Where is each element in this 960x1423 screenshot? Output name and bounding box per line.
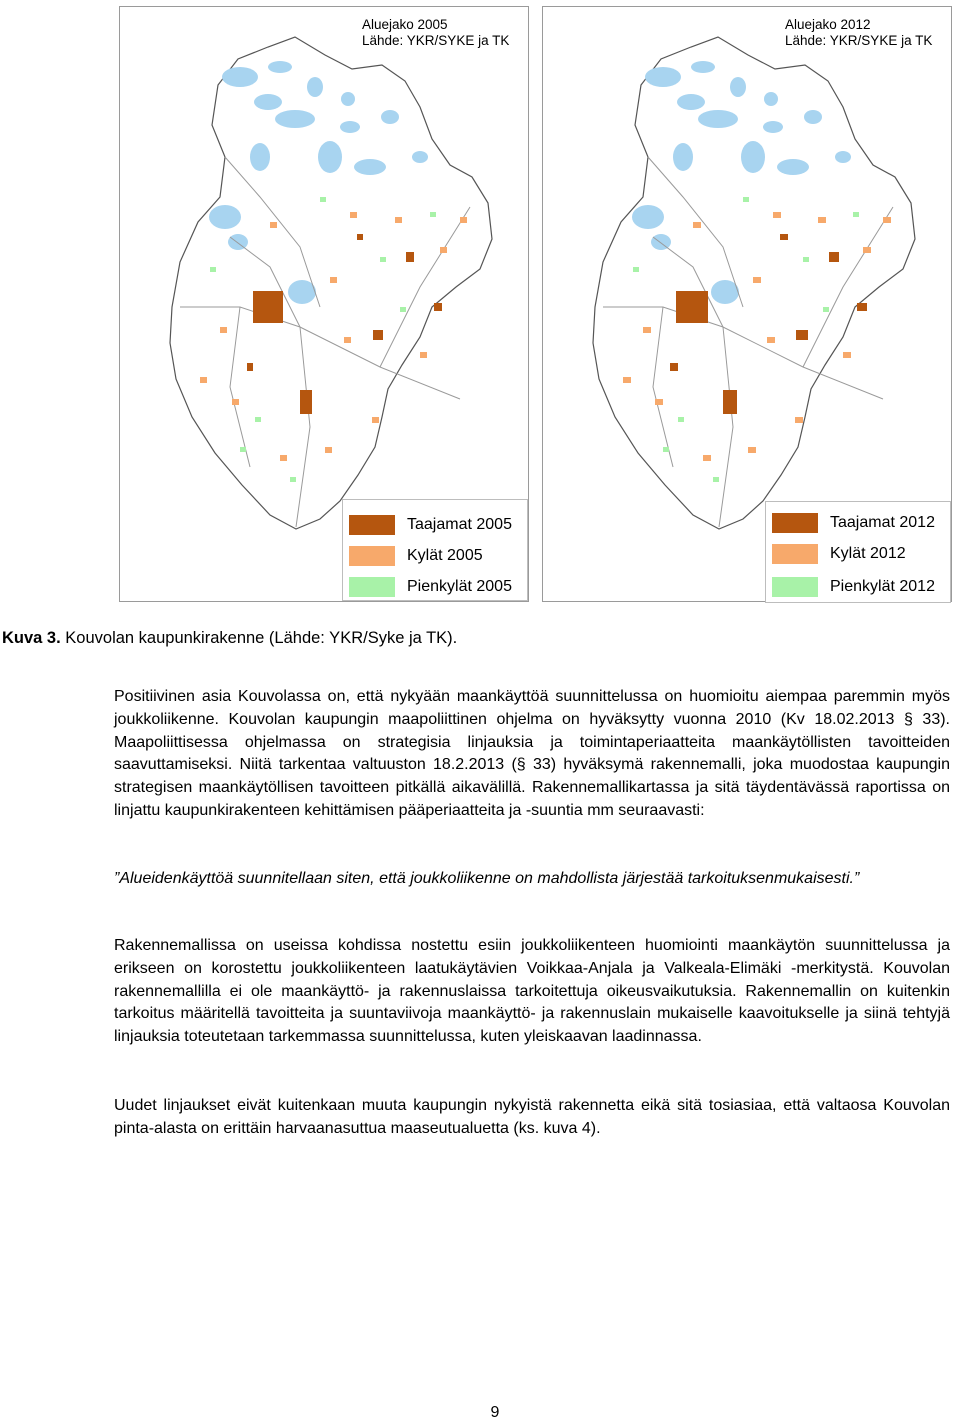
map-lake	[804, 110, 822, 124]
map-taajama	[723, 390, 737, 414]
map-kyla	[270, 222, 277, 228]
map-pienkyla	[803, 257, 809, 262]
map-legend	[342, 499, 528, 601]
map-kyla	[350, 212, 357, 218]
map-lake	[209, 205, 241, 229]
map-kyla	[655, 399, 663, 405]
legend-label: Taajamat 2005	[407, 516, 512, 533]
map-kyla	[748, 447, 756, 453]
map-lake	[632, 205, 664, 229]
legend-swatch-taajamat	[772, 513, 818, 533]
map-lake	[318, 141, 342, 173]
map-kyla	[795, 417, 803, 423]
map-lake	[222, 67, 258, 87]
map-title	[785, 17, 932, 49]
legend-label: Kylät 2012	[830, 545, 906, 562]
map-lake	[645, 67, 681, 87]
map-pienkyla	[255, 417, 261, 422]
page-number: 9	[490, 1404, 500, 1421]
map-lake	[764, 92, 778, 106]
map-pienkyla	[678, 417, 684, 422]
map-taajama	[434, 303, 442, 311]
map-lake	[730, 77, 746, 97]
map-taajama	[373, 330, 383, 340]
legend-label: Pienkylät 2005	[407, 578, 512, 595]
map-pienkyla	[290, 477, 296, 482]
map-taajama	[247, 363, 253, 371]
map-kyla	[372, 417, 379, 423]
map-pienkyla	[633, 267, 639, 272]
legend-item-pienkylat	[772, 576, 935, 598]
caption-label: Kuva 3.	[2, 629, 61, 647]
legend-item-kylat	[772, 543, 906, 565]
body-paragraph-2: Rakennemallissa on useissa kohdissa nostettu esiin joukkoliikenteen huomiointi maankäytön suunnittelussa ja erikseen on korostettu joukkoliikenteen laatukäytävien Voikkaa-Anjala ja Valkeala-Elimäki -merkitystä. Kouvolan rakennemallilla ei ole maankäyttö- ja rakennuslaissa tarkoitettuja oikeusvaikutuksia. Rakennemallin on kuitenkin tarkoitus määritellä tavoitteita ja suuntaviivoja maankäyttö- ja rakennuslain mukaiselle kaavoitukselle ja siinä tehtyjä linjauksia toteutetaan tarkemmassa suunnittelussa, kuten yleiskaavan laadinnassa.	[114, 937, 950, 1046]
map-kyla	[395, 217, 402, 223]
map-kyla	[883, 217, 891, 223]
map-taajama	[406, 252, 414, 262]
map-kyla	[818, 217, 826, 223]
caption-text: Kouvolan kaupunkirakenne (Lähde: YKR/Syke ja TK).	[60, 629, 458, 647]
map-kyla	[330, 277, 337, 283]
map-lake	[250, 143, 270, 171]
map-lake	[835, 151, 851, 163]
map-lake	[268, 61, 292, 73]
map-kyla	[773, 212, 781, 218]
legend-item-taajamat	[772, 512, 935, 534]
legend-item-taajamat	[349, 514, 512, 536]
map-title	[362, 17, 509, 49]
legend-swatch-pienkylat	[349, 577, 395, 597]
body-paragraph-3: Uudet linjaukset eivät kuitenkaan muuta kaupungin nykyistä rakennetta eikä sitä tosiasiaa, että valtaosa Kouvolan pinta-alasta on erittäin harvaanasuttua maaseutualuetta (ks. kuva 4).	[114, 1097, 950, 1137]
map-taajama	[829, 252, 839, 262]
map-pienkyla	[320, 197, 326, 202]
map-kyla	[767, 337, 775, 343]
map-kyla	[843, 352, 851, 358]
map-lake	[698, 110, 738, 128]
legend-label: Taajamat 2012	[830, 514, 935, 531]
map-kyla	[863, 247, 871, 253]
map-taajama	[780, 234, 788, 240]
map-kyla	[420, 352, 427, 358]
map-kyla	[693, 222, 701, 228]
map-taajama	[857, 303, 867, 311]
map-kyla	[460, 217, 467, 223]
map-lake	[275, 110, 315, 128]
legend-label: Pienkylät 2012	[830, 578, 935, 595]
map-lake	[381, 110, 399, 124]
map-lake	[763, 121, 783, 133]
map-lake	[412, 151, 428, 163]
map-pienkyla	[240, 447, 246, 452]
map-pienkyla	[743, 197, 749, 202]
map-kyla	[643, 327, 651, 333]
map-lake	[341, 92, 355, 106]
legend-item-pienkylat	[349, 576, 512, 598]
map-panel-2005	[119, 6, 529, 602]
legend-swatch-kylat	[349, 546, 395, 566]
body-quote: ”Alueidenkäyttöä suunnitellaan siten, että joukkoliikenne on mahdollista järjestää tarkoituksenmukaisesti.”	[114, 870, 860, 887]
map-taajama	[253, 291, 283, 323]
map-kyla	[325, 447, 332, 453]
map-lake	[228, 234, 248, 250]
map-lake	[691, 61, 715, 73]
map-kyla	[280, 455, 287, 461]
map-kyla	[200, 377, 207, 383]
map-title-line1: Aluejako 2005	[362, 17, 448, 32]
map-lake	[354, 159, 386, 175]
map-pienkyla	[663, 447, 669, 452]
map-lake	[254, 94, 282, 110]
map-pienkyla	[713, 477, 719, 482]
figure-caption	[2, 629, 457, 648]
map-lake	[673, 143, 693, 171]
map-panel-2012	[542, 6, 952, 602]
map-pienkyla	[430, 212, 436, 217]
map-source-line: Lähde: YKR/SYKE ja TK	[362, 33, 510, 48]
map-taajama	[300, 390, 312, 414]
map-source-line: Lähde: YKR/SYKE ja TK	[785, 33, 933, 48]
map-kyla	[703, 455, 711, 461]
map-taajama	[357, 234, 363, 240]
map-pienkyla	[210, 267, 216, 272]
map-lake	[677, 94, 705, 110]
map-title-line1: Aluejako 2012	[785, 17, 871, 32]
map-lake	[741, 141, 765, 173]
legend-item-kylat	[349, 545, 483, 567]
map-taajama	[670, 363, 678, 371]
legend-swatch-kylat	[772, 544, 818, 564]
map-pienkyla	[853, 212, 859, 217]
map-pienkyla	[823, 307, 829, 312]
map-kyla	[344, 337, 351, 343]
map-kyla	[232, 399, 239, 405]
map-pienkyla	[400, 307, 406, 312]
map-lake	[651, 234, 671, 250]
map-kyla	[753, 277, 761, 283]
legend-swatch-pienkylat	[772, 577, 818, 597]
map-kyla	[220, 327, 227, 333]
map-kyla	[440, 247, 447, 253]
map-pienkyla	[380, 257, 386, 262]
map-kyla	[623, 377, 631, 383]
map-lake	[777, 159, 809, 175]
legend-label: Kylät 2005	[407, 547, 483, 564]
map-lake	[307, 77, 323, 97]
legend-swatch-taajamat	[349, 515, 395, 535]
map-taajama	[796, 330, 808, 340]
map-taajama	[676, 291, 708, 323]
map-lake	[340, 121, 360, 133]
map-legend	[765, 501, 951, 603]
body-paragraph-1: Positiivinen asia Kouvolassa on, että nykyään maankäyttöä suunnittelussa on huomioitu aiempaa paremmin myös joukkoliikenne. Kouvolan kaupungin maapoliittinen ohjelma on hyväksytty vuonna 2010 (Kv 18.02.2013 § 33). Maapoliittisessa ohjelmassa on strategisia linjauksia ja toimintaperiaatteita maankäytöllisten tavoitteiden saavuttamiseksi. Niitä tarkentaa valtuuston 18.2.2013 (§ 33) hyväksymä rakennemalli, joka muodostaa kaupungin strategisen maankäytöllisen tavoitteen pitkällä aikavälillä. Rakennemallikartassa ja sitä täydentävässä raportissa on linjattu kaupunkirakenteen kehittämisen pääperiaatteita ja -suuntia mm seuraavasti:	[114, 688, 950, 819]
